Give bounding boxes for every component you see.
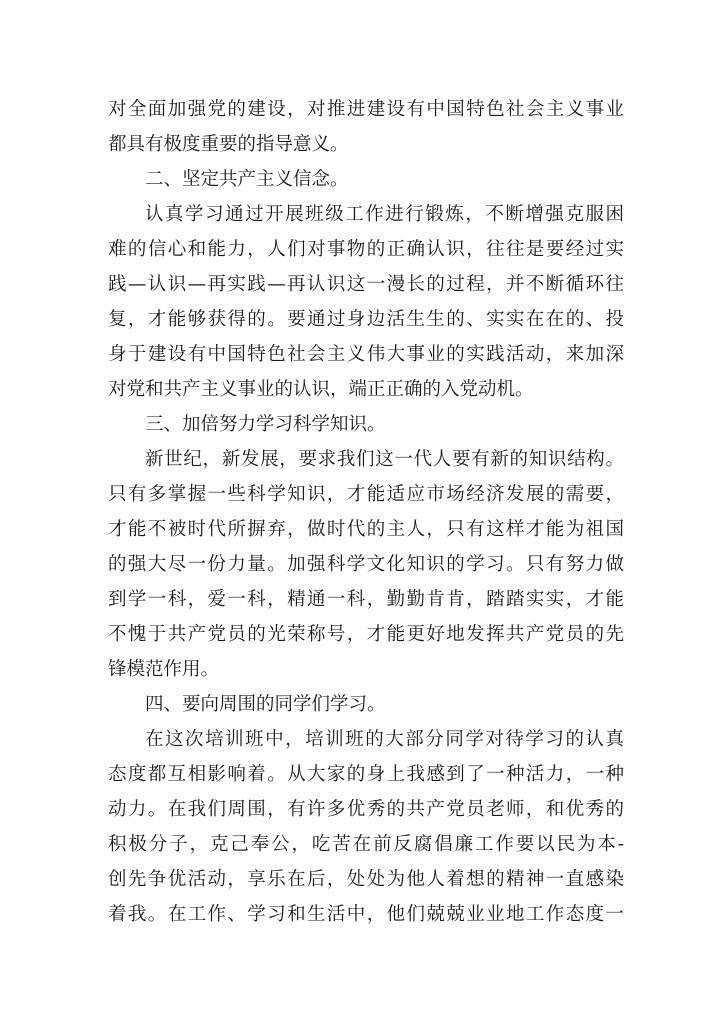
text-line: 对全面加强党的建设，对推进建设有中国特色社会主义事业 bbox=[108, 99, 624, 120]
text-line: 新世纪，新发展，要求我们这一代人要有新的知识结构。 bbox=[145, 449, 624, 470]
text-line: 才能不被时代所摒弃，做时代的主人，只有这样才能为祖国 bbox=[108, 519, 624, 540]
text-line: 都具有极度重要的指导意义。 bbox=[108, 134, 349, 155]
text-line: 二、坚定共产主义信念。 bbox=[145, 169, 349, 190]
text-line: 动力。在我们周围，有许多优秀的共产党员老师，和优秀的 bbox=[108, 799, 624, 820]
text-line: 身于建设有中国特色社会主义伟大事业的实践活动，来加深 bbox=[108, 344, 624, 365]
text-line: 三、加倍努力学习科学知识。 bbox=[145, 414, 386, 435]
document-body bbox=[108, 92, 624, 932]
text-line: 锋模范作用。 bbox=[108, 659, 220, 680]
text-line: 四、要向周围的同学们学习。 bbox=[145, 694, 386, 715]
text-line: 着我。在工作、学习和生活中，他们兢兢业业地工作态度一 bbox=[108, 904, 624, 925]
document-page bbox=[108, 92, 624, 932]
text-line: 不愧于共产党员的光荣称号，才能更好地发挥共产党员的先 bbox=[108, 624, 624, 645]
text-line: 创先争优活动，享乐在后，处处为他人着想的精神一直感染 bbox=[108, 869, 624, 890]
text-line: 复，才能够获得的。要通过身边活生生的、实实在在的、投 bbox=[108, 309, 624, 330]
text-line: 态度都互相影响着。从大家的身上我感到了一种活力，一种 bbox=[108, 764, 624, 785]
text-line: 认真学习通过开展班级工作进行锻炼，不断增强克服困 bbox=[145, 204, 624, 225]
text-line: 积极分子，克己奉公，吃苦在前反腐倡廉工作要以民为本- bbox=[108, 834, 624, 855]
text-line: 只有多掌握一些科学知识，才能适应市场经济发展的需要， bbox=[108, 484, 624, 505]
text-line: 对党和共产主义事业的认识，端正正确的入党动机。 bbox=[108, 379, 534, 400]
text-line: 到学一科，爱一科，精通一科，勤勤肯肯，踏踏实实，才能 bbox=[108, 589, 624, 610]
text-line: 难的信心和能力，人们对事物的正确认识，往往是要经过实 bbox=[108, 239, 624, 260]
text-line: 践—认识—再实践—再认识这一漫长的过程，并不断循环往 bbox=[108, 274, 624, 295]
text-line: 在这次培训班中，培训班的大部分同学对待学习的认真 bbox=[145, 729, 624, 750]
text-line: 的强大尽一份力量。加强科学文化知识的学习。只有努力做 bbox=[108, 554, 624, 575]
